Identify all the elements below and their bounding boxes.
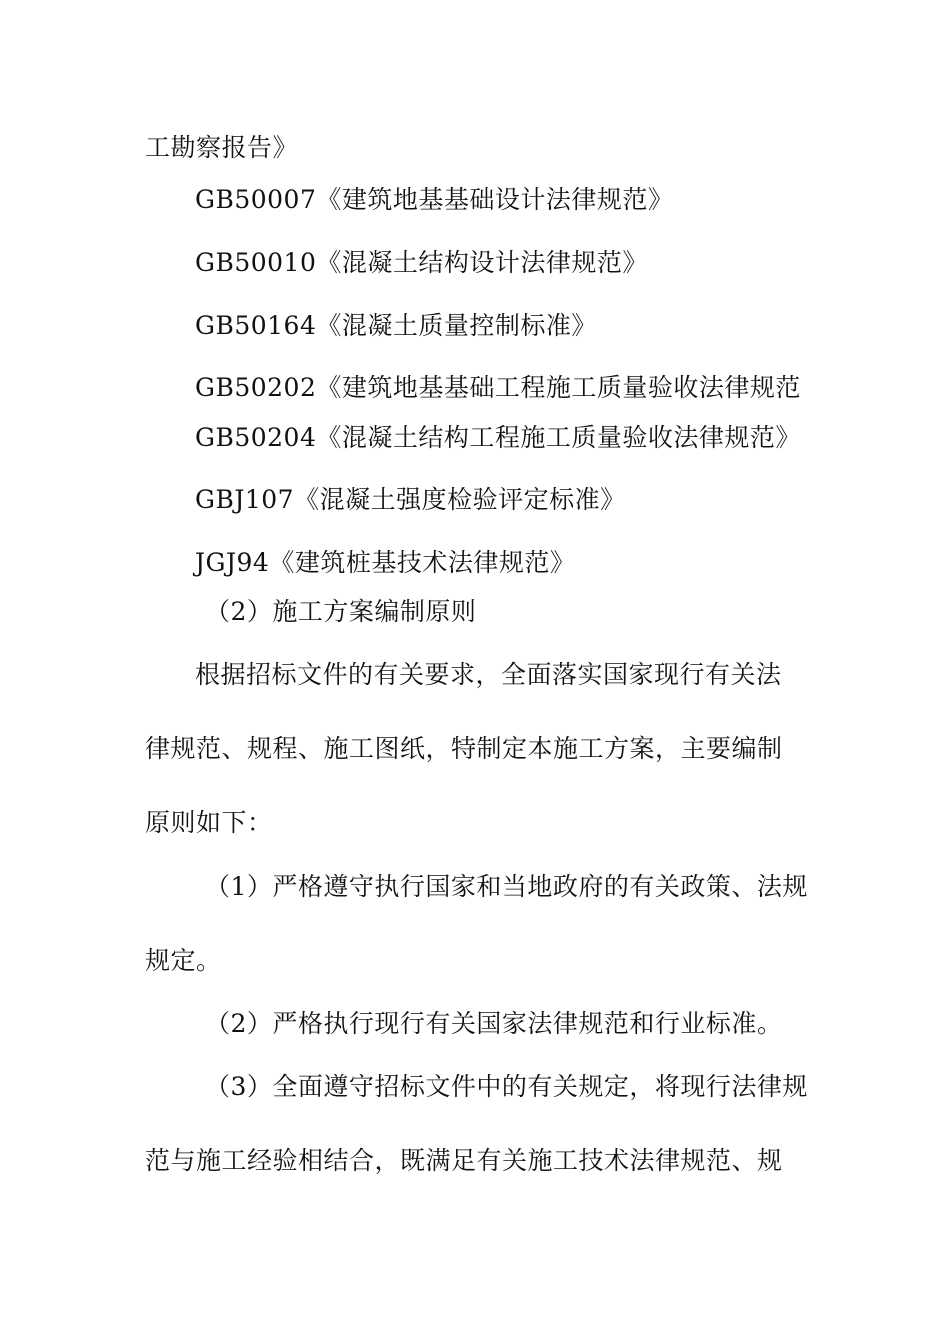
principle-item-2: （2）严格执行现行有关国家法律规范和行业标准。 — [205, 1009, 783, 1038]
section-heading: （2）施工方案编制原则 — [205, 597, 477, 626]
standard-gb50007: GB50007《建筑地基基础设计法律规范》 — [195, 185, 674, 214]
standard-gb50202: GB50202《建筑地基基础工程施工质量验收法律规范 — [195, 373, 801, 402]
paragraph-line: 律规范、规程、施工图纸，特制定本施工方案，主要编制 — [145, 734, 783, 763]
standard-gb50204: GB50204《混凝土结构工程施工质量验收法律规范》 — [195, 423, 801, 452]
principle-item-3-continuation: 范与施工经验相结合，既满足有关施工技术法律规范、规 — [145, 1146, 783, 1175]
principle-item-1-continuation: 规定。 — [145, 946, 222, 975]
paragraph-line: 根据招标文件的有关要求，全面落实国家现行有关法 — [195, 660, 782, 689]
standard-gb50164: GB50164《混凝土质量控制标准》 — [195, 311, 597, 340]
principle-item-3: （3）全面遵守招标文件中的有关规定，将现行法律规 — [205, 1072, 808, 1101]
text-line-continuation: 工勘察报告》 — [145, 133, 299, 162]
paragraph-line: 原则如下： — [145, 808, 273, 837]
standard-gbj107: GBJ107《混凝土强度检验评定标准》 — [195, 485, 626, 514]
standard-jgj94: JGJ94《建筑桩基技术法律规范》 — [195, 548, 576, 577]
principle-item-1: （1）严格遵守执行国家和当地政府的有关政策、法规 — [205, 872, 808, 901]
standard-gb50010: GB50010《混凝土结构设计法律规范》 — [195, 248, 648, 277]
